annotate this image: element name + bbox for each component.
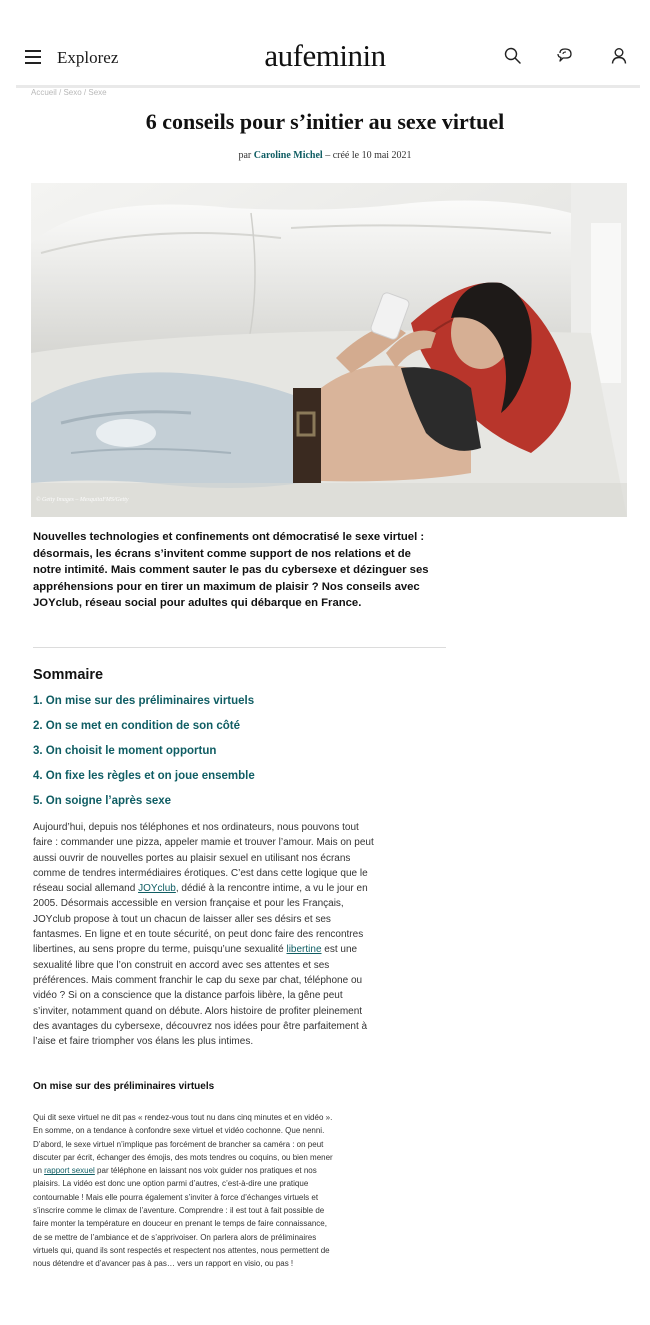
paragraph-text: , dédié à la rencontre intime, a vu le jour en 2005. Désormais accessible en version française et pour les Français, JOYclub propose à tout un chacun de laisser aller ses désirs et ses fantasmes. En ligne et en toute sécurité, on peut donc faire des rencontres libertines, au sens propre du terme, puisqu’une sexualité <box>33 883 368 956</box>
toc-item[interactable]: 2. On se met en condition de son côté <box>33 720 241 732</box>
breadcrumb-separator: / <box>56 88 64 97</box>
article-title: 6 conseils pour s’initier au sexe virtuel <box>145 109 505 134</box>
header-divider <box>16 85 640 88</box>
image-credit: © Getty Images – MesquitaFMS/Getty <box>36 497 129 503</box>
toc-item[interactable]: 5. On soigne l’après sexe <box>33 795 172 807</box>
user-icon[interactable] <box>609 46 629 66</box>
sommaire-title: Sommaire <box>33 667 104 683</box>
article-paragraph <box>33 820 378 1049</box>
explore-menu-button[interactable]: Explorez <box>57 48 119 67</box>
article-byline <box>0 150 650 161</box>
breadcrumb-item-accueil[interactable]: Accueil <box>31 88 57 97</box>
intro-divider <box>33 647 446 648</box>
libertine-link[interactable]: libertine <box>286 944 322 956</box>
breadcrumb-separator: / <box>81 88 89 97</box>
breadcrumb <box>31 88 107 97</box>
hero-image <box>31 183 627 517</box>
toc-item[interactable]: 3. On choisit le moment opportun <box>33 745 217 757</box>
table-of-contents <box>33 695 255 820</box>
search-icon[interactable] <box>503 46 523 66</box>
toc-item[interactable]: 4. On fixe les règles et on joue ensemble <box>33 770 255 782</box>
paragraph-text: est une sexualité libre que l’on construit en accord avec ses attentes et ses préférences. Mais comment franchir le cap du sexe par chat, téléphone ou vidéo ? Si on a conscience que la distance parfois libère, la gêne peut s’inviter, notamment quand on débute. Alors histoire de profiter pleinement des avantages du cybersexe, découvrez nos idées pour être parfaitement à l’aise et faire triompher vos élans les plus intimes. <box>33 944 368 1048</box>
breadcrumb-item-sexo[interactable]: Sexo <box>63 88 82 97</box>
toc-item[interactable]: 1. On mise sur des préliminaires virtuels <box>33 695 255 707</box>
author-link[interactable]: Caroline Michel <box>253 150 323 161</box>
byline-prefix: par <box>238 150 252 161</box>
byline-date: – créé le 10 mai 2021 <box>325 150 412 161</box>
article-intro: Nouvelles technologies et confinements ont démocratisé le sexe virtuel : désormais, les écrans s’invitent comme support de nos relations et de notre intimité. Mais comment sauter le pas du cybersexe et dézinguer ses appréhensions pour en tirer un maximum de plaisir ? Nos conseils avec JOYclub, réseau social pour adultes qui débarque en France. <box>33 531 429 609</box>
paragraph-text: Qui dit sexe virtuel ne dit pas « rendez-vous tout nu dans cinq minutes et en vidéo ». En somme, on a tendance à confondre sexe virtuel et vidéo cochonne. Que nenni. D’abord, le sexe virtuel n’implique pas forcément de brancher sa caméra : on peut discuter par écrit, échanger des émojis, des mots tendres ou coquins, ou bien mener un <box>33 1113 333 1176</box>
chat-bubble-icon[interactable] <box>555 46 575 66</box>
site-logo[interactable]: aufeminin <box>264 38 386 73</box>
breadcrumb-item-sexe[interactable]: Sexe <box>88 88 107 97</box>
paragraph-text: par téléphone en laissant nos voix guider nos pratiques et nos plaisirs. La vidéo est donc une option parmi d’autres, c’est-à-dire une pratique contournable ! Mais elle pourra également s’inviter à force d’échanges virtuels et s’inscrire comme le climax de l’aventure. Comprendre : il est tout à fait possible de faire monter la température en douceur en prenant le temps de faire connaissance, de se mettre de l’ambiance et de s’apprivoiser. On parlera alors de préliminaires virtuels qui, quand ils sont respectés et respectent nos attentes, nous permettent de nous détendre et d’avancer pas à pas… vers un rapport en visio, ou pas ! <box>33 1166 330 1269</box>
site-header <box>0 0 650 86</box>
paragraph-text: Aujourd’hui, depuis nos téléphones et nos ordinateurs, nous pouvons tout faire : commander une pizza, appeler mamie et trouver l’amour. Mais on peut aussi ouvrir de nouvelles portes au plaisir sexuel en utilisant nos écrans comme de tendres intermédiaires érotiques. C’est dans cette logique que le réseau social allemand <box>33 822 374 895</box>
joyclub-link[interactable]: JOYclub <box>138 883 176 895</box>
rapport-sexuel-link[interactable]: rapport sexuel <box>44 1166 95 1176</box>
section-heading: On mise sur des préliminaires virtuels <box>33 1081 215 1092</box>
article-paragraph <box>33 1111 338 1271</box>
